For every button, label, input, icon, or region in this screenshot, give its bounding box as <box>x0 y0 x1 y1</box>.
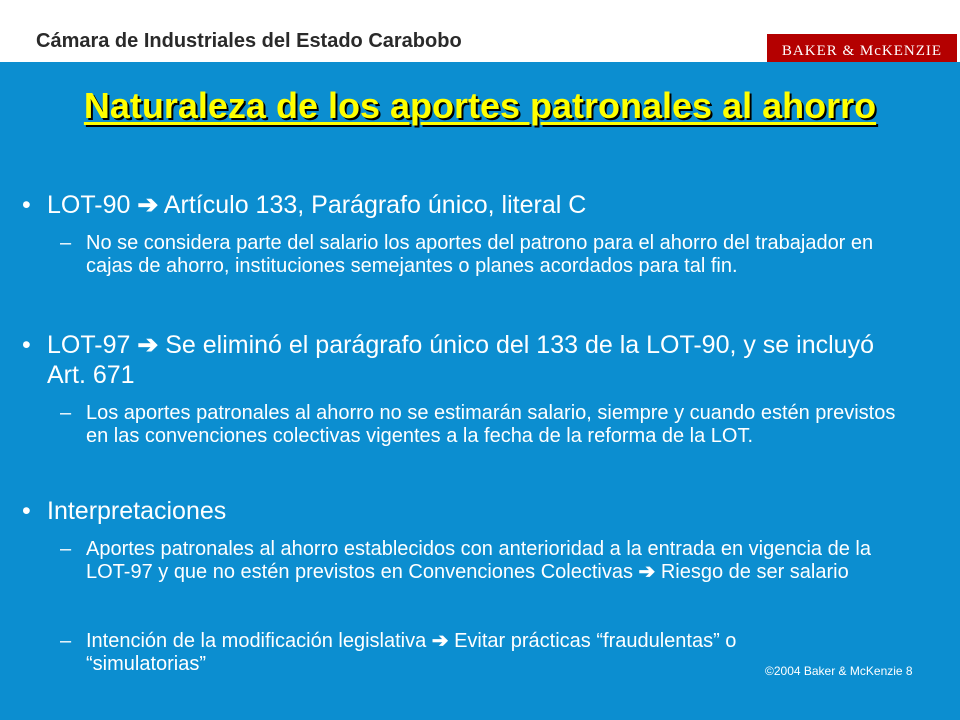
sub-text: Aportes patronales al ahorro establecidos con anterioridad a la entrada en vigencia de la LOT-97 y que no estén previstos en Convenciones Colectivas ➔ Riesgo de ser salario <box>86 538 871 583</box>
organization-name: Cámara de Industriales del Estado Carabobo <box>36 30 462 52</box>
bullet-text: LOT-90 ➔ Artículo 133, Parágrafo único, literal C <box>47 191 587 219</box>
bullet-text: Interpretaciones <box>47 497 227 525</box>
dash-glyph: – <box>60 402 72 424</box>
sub-text: No se considera parte del salario los aportes del patrono para el ahorro del trabajador en cajas de ahorro, instituciones semejantes o planes acordados para tal fin. <box>86 232 874 277</box>
slide-body <box>0 62 960 720</box>
bullet-glyph: • <box>22 191 31 219</box>
slide-title: Naturaleza de los aportes patronales al ahorro <box>83 85 877 126</box>
bullet-text: LOT-97 ➔ Se eliminó el parágrafo único del 133 de la LOT-90, y se incluyó Art. 671 <box>47 331 874 389</box>
bullet-glyph: • <box>22 331 31 359</box>
slide-footer: ©2004 Baker & McKenzie 8 <box>765 664 913 678</box>
baker-mckenzie-logo: BAKER & McKENZIE <box>767 34 957 68</box>
sub-text: Los aportes patronales al ahorro no se estimarán salario, siempre y cuando estén previstos en las convenciones colectivas vigentes a la fecha de la reforma de la LOT. <box>86 402 896 447</box>
slide-header <box>0 0 960 62</box>
bullet-glyph: • <box>22 497 31 525</box>
arrow-icon: ➔ <box>137 191 159 219</box>
sub-text: Intención de la modificación legislativa ➔ Evitar prácticas “fraudulentas” o “simulatorias” <box>86 630 737 675</box>
dash-glyph: – <box>60 630 72 652</box>
dash-glyph: – <box>60 232 72 254</box>
arrow-icon: ➔ <box>638 561 656 583</box>
dash-glyph: – <box>60 538 72 560</box>
arrow-icon: ➔ <box>137 331 159 359</box>
arrow-icon: ➔ <box>431 630 449 652</box>
